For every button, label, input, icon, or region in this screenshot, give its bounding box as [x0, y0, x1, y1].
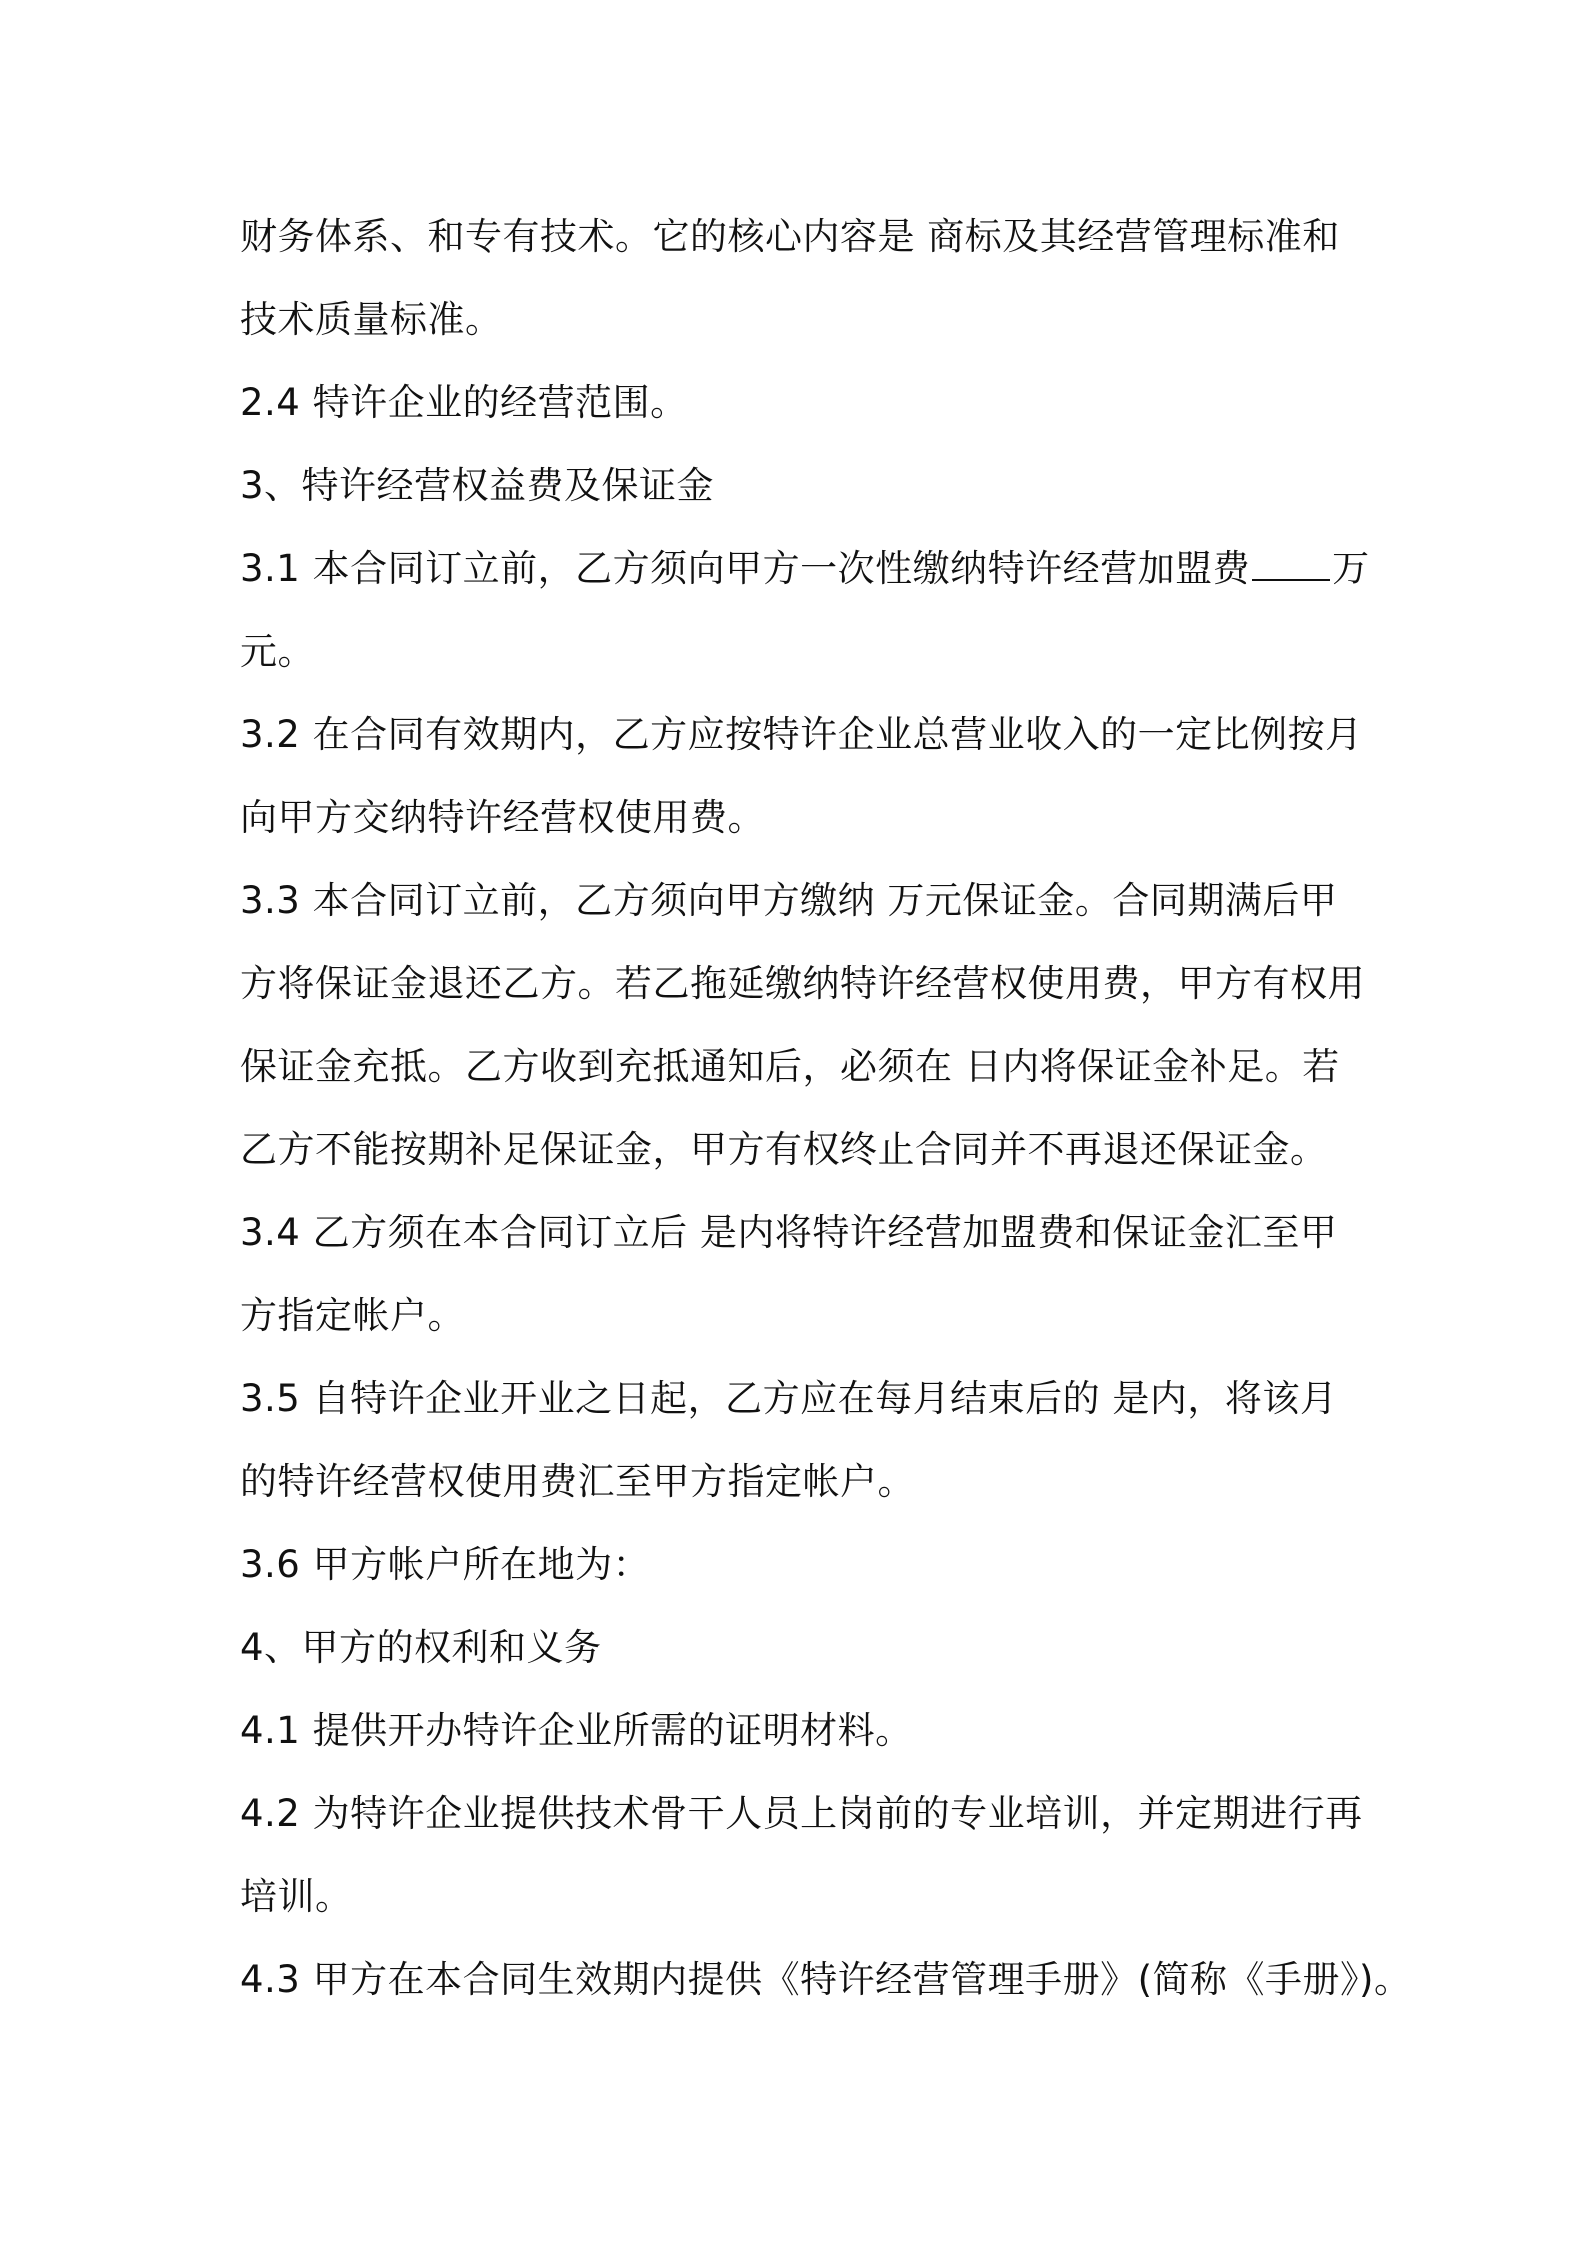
text-line: 4.3 甲方在本合同生效期内提供《特许经营管理手册》(简称《手册》)。 [240, 1958, 1412, 2001]
text-line: 3.4 乙方须在本合同订立后 是内将特许经营加盟费和保证金汇至甲 [240, 1211, 1338, 1254]
text-line: 技术质量标准。 [240, 298, 503, 341]
text-line: 3.6 甲方帐户所在地为： [240, 1543, 651, 1586]
text-segment: 3.1 本合同订立前，乙方须向甲方一次性缴纳特许经营加盟费 [240, 547, 1251, 590]
text-line: 方将保证金退还乙方。若乙拖延缴纳特许经营权使用费，甲方有权用 [240, 962, 1365, 1005]
text-line: 4.2 为特许企业提供技术骨干人员上岗前的专业培训，并定期进行再 [240, 1792, 1363, 1835]
text-line-with-blank [240, 527, 1370, 610]
text-line: 4.1 提供开办特许企业所需的证明材料。 [240, 1709, 913, 1752]
document-body [240, 195, 1412, 2021]
text-line: 培训。 [240, 1875, 353, 1918]
text-line: 2.4 特许企业的经营范围。 [240, 381, 688, 424]
text-line: 向甲方交纳特许经营权使用费。 [240, 796, 765, 839]
text-line: 方指定帐户。 [240, 1294, 465, 1337]
text-line: 3.5 自特许企业开业之日起，乙方应在每月结束后的 是内，将该月 [240, 1377, 1338, 1420]
text-line: 财务体系、和专有技术。它的核心内容是 商标及其经营管理标准和 [240, 215, 1340, 258]
text-segment: 万 [1332, 547, 1370, 590]
text-line: 3.2 在合同有效期内，乙方应按特许企业总营业收入的一定比例按月 [240, 713, 1363, 756]
text-line: 的特许经营权使用费汇至甲方指定帐户。 [240, 1460, 915, 1503]
text-line: 3.3 本合同订立前，乙方须向甲方缴纳 万元保证金。合同期满后甲 [240, 879, 1338, 922]
text-line: 元。 [240, 630, 315, 673]
text-line: 乙方不能按期补足保证金，甲方有权终止合同并不再退还保证金。 [240, 1128, 1328, 1171]
fill-in-blank [1252, 549, 1330, 581]
text-line: 保证金充抵。乙方收到充抵通知后，必须在 日内将保证金补足。若 [240, 1045, 1340, 1088]
section-heading: 4、甲方的权利和义务 [240, 1626, 602, 1669]
section-heading: 3、特许经营权益费及保证金 [240, 464, 715, 507]
